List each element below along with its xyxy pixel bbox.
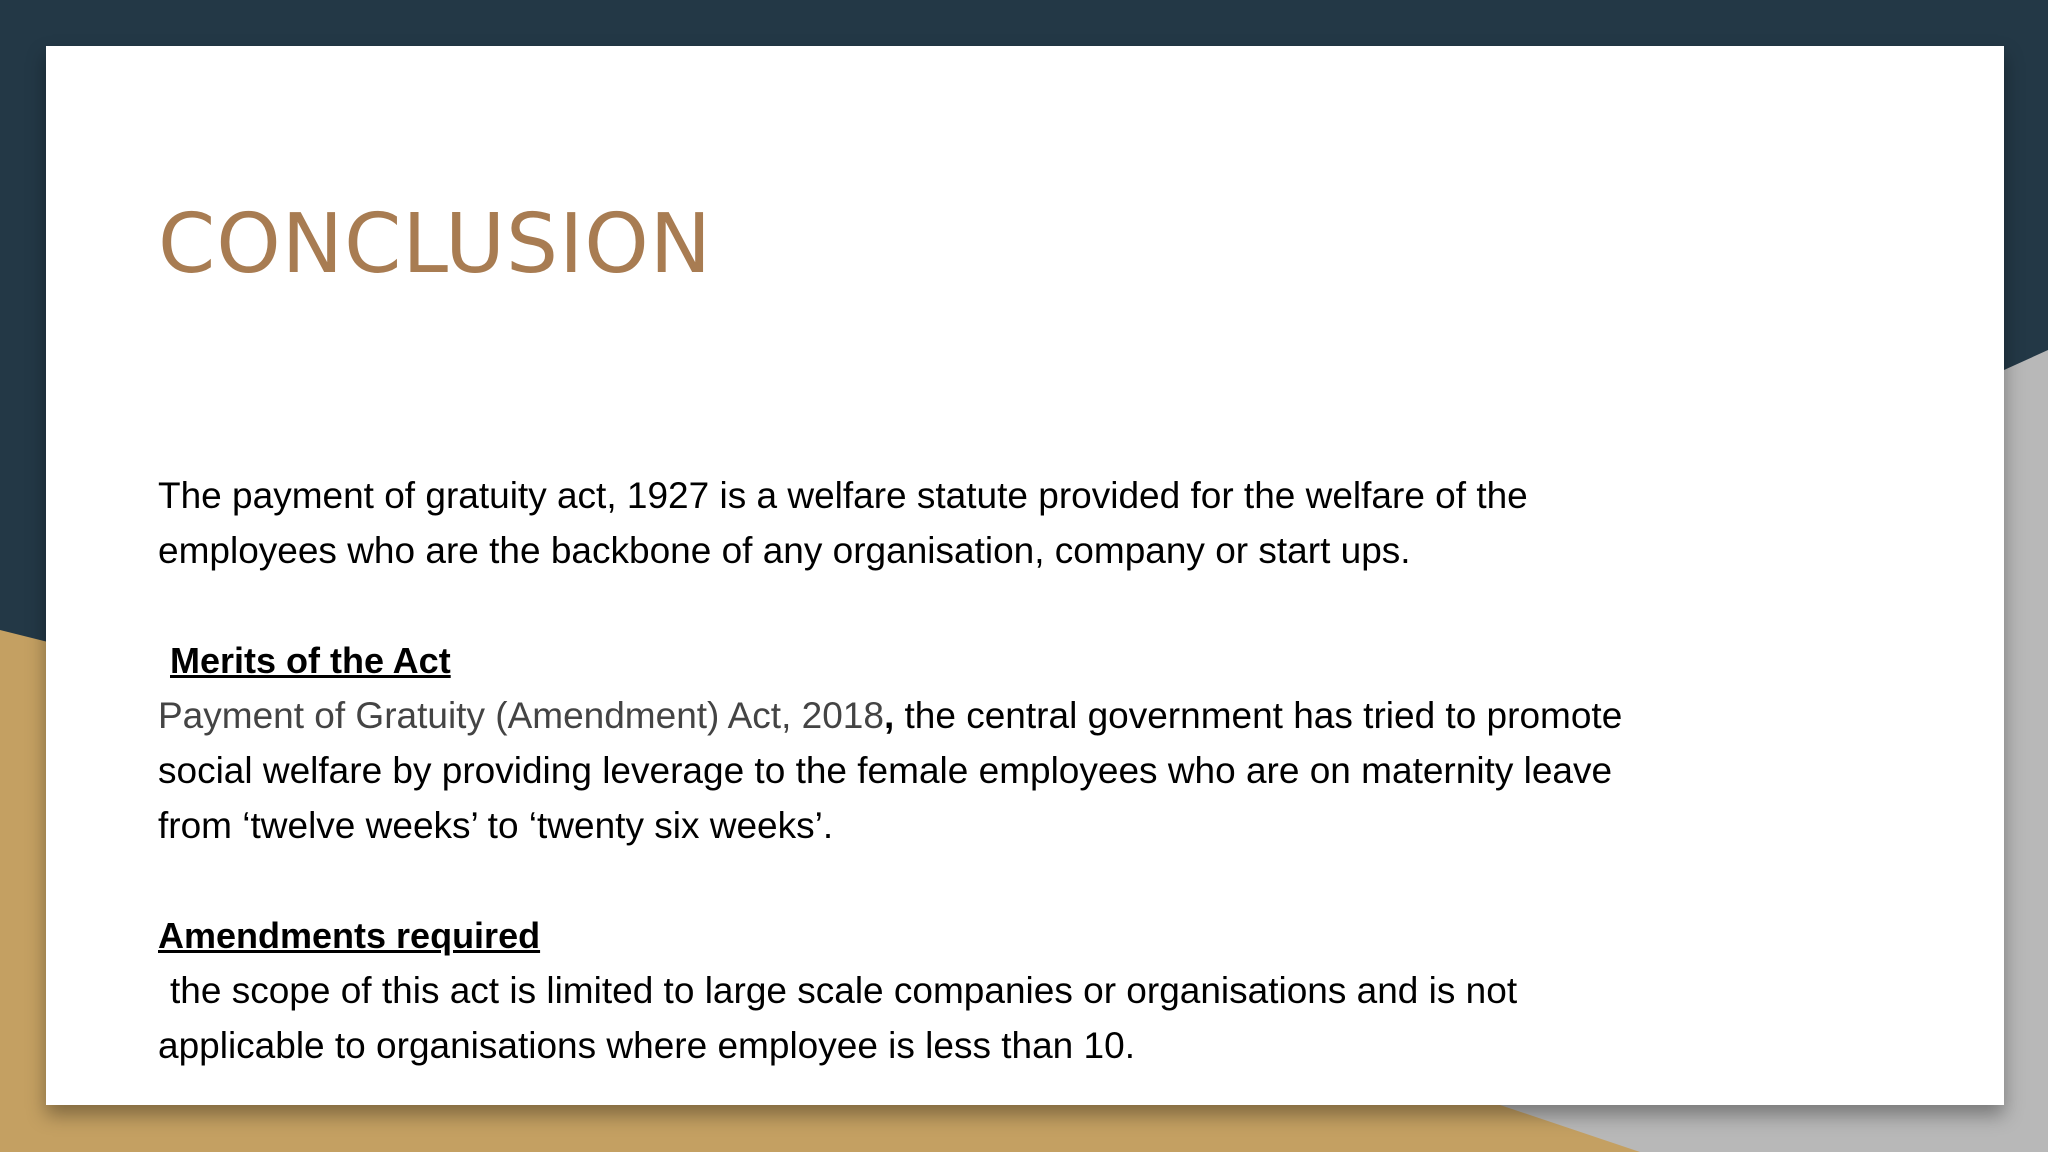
slide-title: CONCLUSION [158,197,713,292]
slide-body [158,468,1838,1073]
merits-line-1-rest: the central government has tried to promote [894,695,1623,736]
merits-heading: Merits of the Act [170,640,451,681]
amendments-line-1: the scope of this act is limited to large scale companies or organisations and is not [170,970,1518,1011]
intro-line-2: employees who are the backbone of any organisation, company or start ups. [158,530,1411,571]
merits-heading-row [158,633,1838,688]
amendments-heading-row [158,908,1838,963]
spacer [158,578,1838,633]
intro-line-1: The payment of gratuity act, 1927 is a welfare statute provided for the welfare of the [158,475,1528,516]
amendments-line-2: applicable to organisations where employee is less than 10. [158,1025,1135,1066]
merits-line-1 [158,688,1838,743]
act-comma: , [883,695,895,736]
amendments-heading: Amendments required [158,915,541,956]
merits-line-3: from ‘twelve weeks’ to ‘twenty six weeks’. [158,805,834,846]
act-name: Payment of Gratuity (Amendment) Act, 2018 [158,695,884,736]
spacer [158,853,1838,908]
merits-line-2: social welfare by providing leverage to the female employees who are on maternity leave [158,750,1613,791]
